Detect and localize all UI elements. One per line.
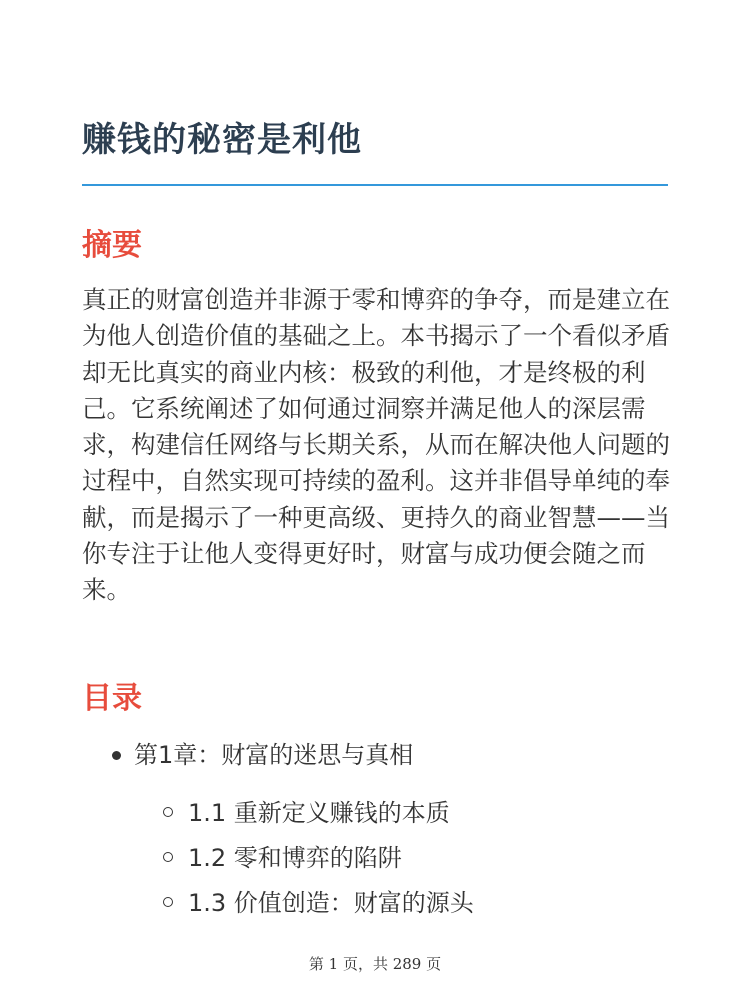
- bullet-circle-icon: [163, 897, 173, 907]
- toc-list: [108, 737, 413, 773]
- toc-heading: 目录: [82, 681, 142, 716]
- bullet-circle-icon: [163, 807, 173, 817]
- toc-chapter-1: [108, 737, 413, 773]
- document-title: 赚钱的秘密是利他: [82, 120, 362, 160]
- bullet-disc-icon: [112, 751, 121, 760]
- title-divider: [82, 184, 668, 186]
- toc-section-label: 1.2 零和博弈的陷阱: [188, 844, 402, 872]
- toc-section-1-3: [162, 885, 474, 930]
- abstract-text: 真正的财富创造并非源于零和博弈的争夺，而是建立在为他人创造价值的基础之上。本书揭示了一个看似矛盾却无比真实的商业内核：极致的利他，才是终极的利己。它系统阐述了如何通过洞察并满足他人的深层需求，构建信任网络与长期关系，从而在解决他人问题的过程中，自然实现可持续的盈利。这并非倡导单纯的奉献，而是揭示了一种更高级、更持久的商业智慧——当你专注于让他人变得更好时，财富与成功便会随之而来。: [82, 285, 670, 605]
- toc-section-1-1: [162, 795, 474, 840]
- toc-section-label: 1.1 重新定义赚钱的本质: [188, 799, 450, 827]
- bullet-circle-icon: [163, 852, 173, 862]
- toc-section-1-2: [162, 840, 474, 885]
- abstract-heading: 摘要: [82, 228, 142, 263]
- toc-section-label: 1.3 价值创造：财富的源头: [188, 889, 474, 917]
- toc-sublist: [162, 795, 474, 930]
- page-footer: 第 1 页，共 289 页: [308, 955, 442, 973]
- toc-chapter-label: 第1章：财富的迷思与真相: [134, 741, 414, 769]
